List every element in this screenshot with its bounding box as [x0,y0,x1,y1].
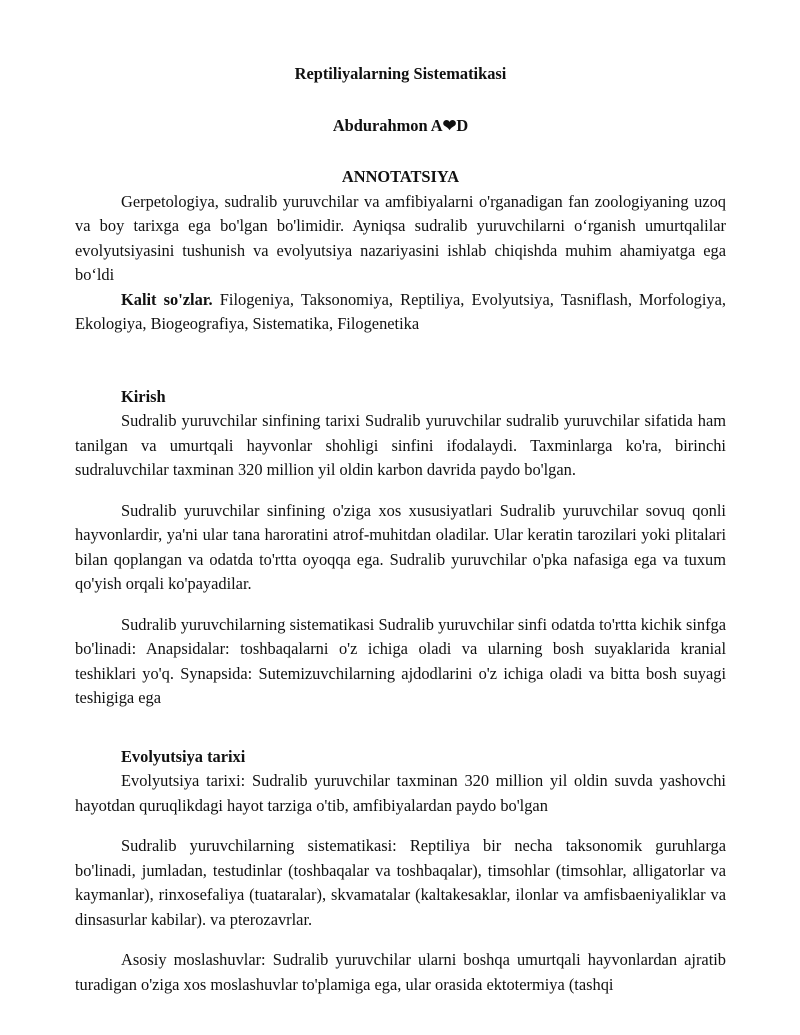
document-body [75,62,726,997]
evolyutsiya-paragraph-1: Evolyutsiya tarixi: Sudralib yuruvchilar taxminan 320 million yil oldin suvda yashovchi hayotdan quruqlikdagi hayot tarziga o'tib, amfibiyalardan paydo bo'lgan [75,771,726,815]
section-heading-kirish: Kirish [121,386,166,406]
keywords-label: Kalit so'zlar. [121,289,213,309]
evolyutsiya-paragraph-3: Asosiy moslashuvlar: Sudralib yuruvchilar ularni boshqa umurtqali hayvonlardan ajratib turadigan o'ziga xos moslashuvlar to'plamiga ega, ular orasida ektotermiya (tashqi [75,950,726,994]
evolyutsiya-paragraph-2: Sudralib yuruvchilarning sistematikasi: Reptiliya bir necha taksonomik guruhlarga bo'linadi, jumladan, testudinlar (toshbaqalar va toshbaqalar), timsohlar (timsohlar, alligatorlar va kaymanlar), rinxosefaliya (tuataralar), skvamatalar (kaltakesaklar, ilonlar va amfisbaeniyaliklar va dinsasurlar kabilar). va pterozavrlar. [75,836,726,929]
author-name: Abdurahmon A❤D [332,115,469,135]
kirish-paragraph-1: Sudralib yuruvchilar sinfining tarixi Sudralib yuruvchilar sudralib yuruvchilar sifatida ham tanilgan va umurtqali hayvonlar shohligi sinfini ifodalaydi. Taxminlarga ko'ra, birinchi sudraluvchilar taxminan 320 million yil oldin karbon davrida paydo bo'lgan. [75,411,726,479]
keywords-paragraph [75,288,726,337]
section-heading-evolyutsiya: Evolyutsiya tarixi [121,746,246,766]
kirish-paragraph-2: Sudralib yuruvchilar sinfining o'ziga xos xususiyatlari Sudralib yuruvchilar sovuq qonli hayvonlardir, ya'ni ular tana haroratini atrof-muhitdan oladilar. Ular keratin tarozilari yoki plitalari bilan qoplangan va odatda to'rtta oyoqqa ega. Sudralib yuruvchilar o'pka nafasiga ega va tuxum qo'yish orqali ko'payadilar. [75,500,726,593]
document-title: Reptiliyalarning Sistematikasi [294,64,507,83]
keywords-list: Filogeniya, Taksonomiya, Reptiliya, Evolyutsiya, Tasniflash, Morfologiya, Ekologiya, Biogeografiya, Sistematika, Filogenetika [75,289,726,333]
annotation-text: Gerpetologiya, sudralib yuruvchilar va amfibiyalarni o'rganadigan fan zoologiyaning uzoq va boy tarixga ega bo'lgan bo'limidir. Ayniqsa sudralib yuruvchilarni o‘rganish umurtqalilar evolyutsiyasini tushunish va evolyutsiya nazariyasini ishlab chiqishda muhim ahamiyatga ega bo‘ldi [75,191,726,284]
kirish-paragraph-3: Sudralib yuruvchilarning sistematikasi Sudralib yuruvchilar sinfi odatda to'rtta kichik sinfga bo'linadi: Anapsidalar: toshbaqalarni o'z ichiga oladi va ularning bosh suyaklarida kranial teshiklari yo'q. Synapsida: Sutemizuvchilarning ajdodlarini o'z ichiga oladi va bitta bosh suyagi teshigiga ega [75,614,726,707]
annotation-heading: ANNOTATSIYA [341,167,460,186]
